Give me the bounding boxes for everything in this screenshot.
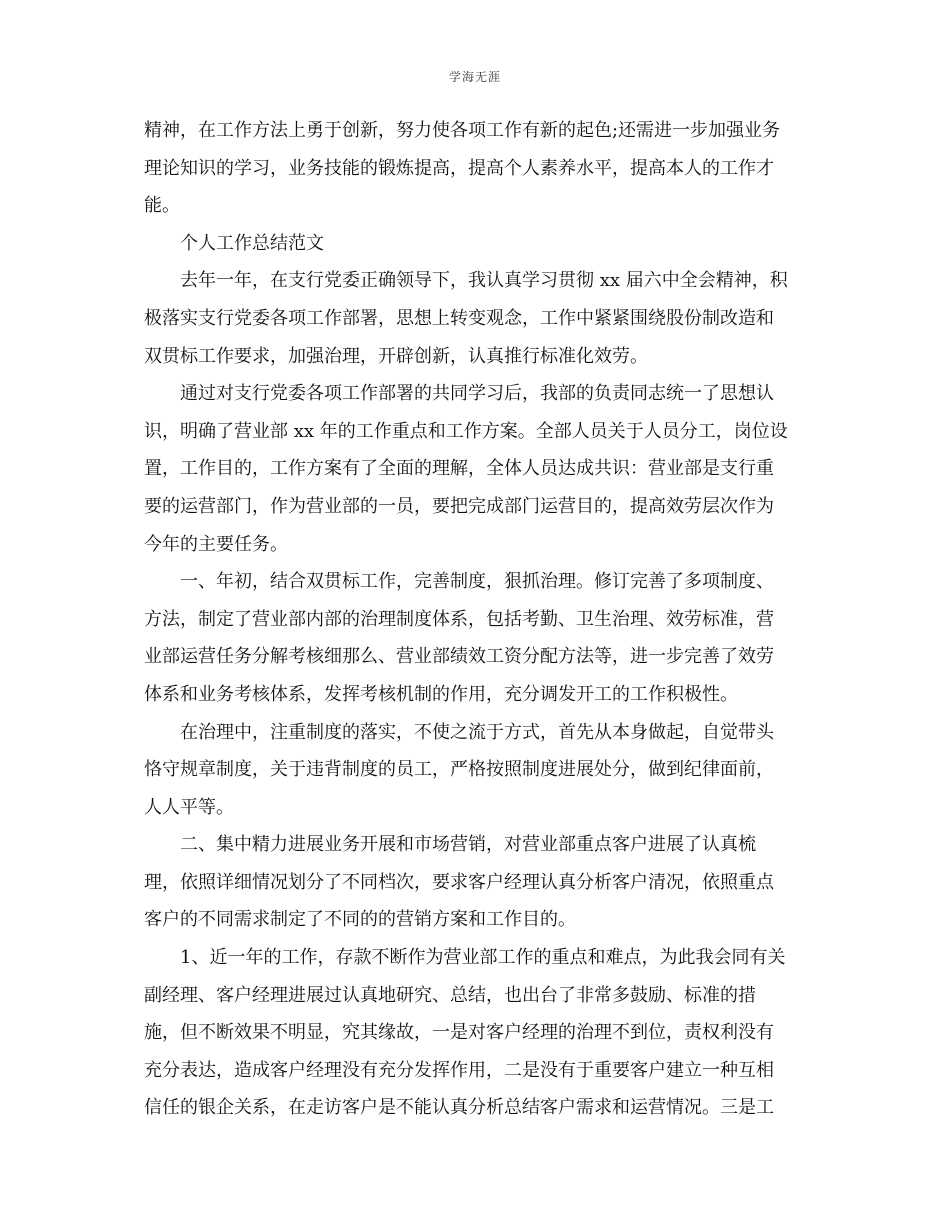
text-line: 精神，在工作方法上勇于创新，努力使各项工作有新的起色;还需进一步加强业务 [144,120,781,141]
body-text [144,112,808,1127]
text-line: 充分表达，造成客户经理没有充分发挥作用，二是没有于重要客户建立一种互相 [144,1059,774,1081]
text-line: 信任的银企关系，在走访客户是不能认真分析总结客户需求和运营情况。三是工 [144,1097,774,1119]
text-line: 一、年初，结合双贯标工作，完善制度，狠抓治理。修订完善了多项制度、 [180,571,774,593]
text-line: 双贯标工作要求，加强治理，开辟创新，认真推行标准化效劳。 [144,345,648,367]
text-line: 理，依照详细情况划分了不同档次，要求客户经理认真分析客户清况，依照重点 [144,871,774,893]
text-line: 能。 [144,195,180,217]
text-line: 业部运营任务分解考核细那么、营业部绩效工资分配方法等，进一步完善了效劳 [144,646,774,668]
text-line: 识，明确了营业部 xx 年的工作重点和工作方案。全部人员关于人员分工，岗位设 [144,420,788,442]
text-line: 方法，制定了营业部内部的治理制度体系，包括考勤、卫生治理、效劳标准，营 [144,608,774,630]
text-line: 体系和业务考核体系，发挥考核机制的作用，充分调发开工的工作积极性。 [144,683,738,705]
text-line: 副经理、客户经理进展过认真地研究、总结，也出台了非常多鼓励、标准的措 [144,984,756,1006]
text-line: 恪守规章制度，关于违背制度的员工，严格按照制度进展处分，做到纪律面前， [144,759,774,781]
page-header: 学海无涯 [448,70,501,84]
text-line: 要的运营部门，作为营业部的一员，要把完成部门运营目的，提高效劳层次作为 [144,495,774,517]
text-line: 二、集中精力进展业务开展和市场营销，对营业部重点客户进展了认真梳 [180,834,756,856]
text-line: 1、近一年的工作，存款不断作为营业部工作的重点和难点，为此我会同有关 [180,947,786,969]
text-line: 在治理中，注重制度的落实，不使之流于方式，首先从本身做起，自觉带头 [180,721,774,743]
text-line: 极落实支行党委各项工作部署，思想上转变观念，工作中紧紧围绕股份制改造和 [144,307,774,329]
text-line: 通过对支行党委各项工作部署的共同学习后，我部的负责同志统一了思想认 [180,383,774,405]
text-line: 今年的主要任务。 [144,533,288,555]
text-line: 人人平等。 [144,796,234,818]
text-line: 客户的不同需求制定了不同的的营销方案和工作目的。 [144,909,576,931]
text-line: 理论知识的学习，业务技能的锻炼提高，提高个人素养水平，提高本人的工作才 [144,157,774,179]
text-line: 置，工作目的，工作方案有了全面的理解，全体人员达成共识：营业部是支行重 [144,458,774,480]
text-line: 施，但不断效果不明显，究其缘故，一是对客户经理的治理不到位，责权利没有 [144,1022,774,1044]
text-line: 个人工作总结范文 [180,232,324,254]
text-line: 去年一年，在支行党委正确领导下，我认真学习贯彻 xx 届六中全会精神，积 [180,270,788,292]
